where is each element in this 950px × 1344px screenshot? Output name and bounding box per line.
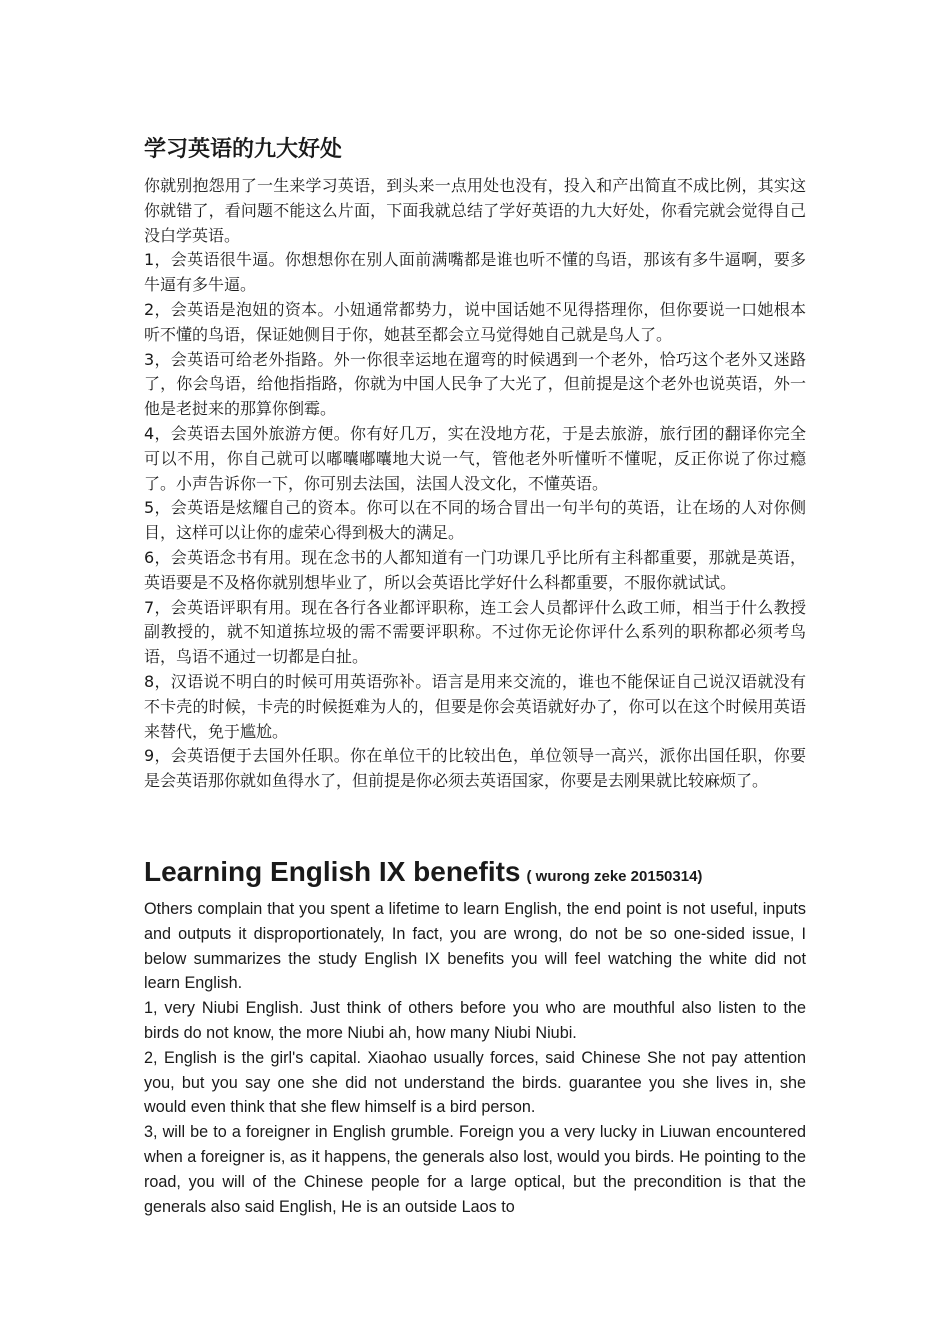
english-subtitle: ( wurong zeke 20150314) [526,868,703,885]
chinese-benefit-3: 3，会英语可给老外指路。外一你很幸运地在遛弯的时候遇到一个老外，恰巧这个老外又迷路了，你会鸟语，给他指指路，你就为中国人民争了大光了，但前提是这个老外也说英语，外一他是老挝来的那算你倒霉。 [144,349,806,419]
english-title: Learning English IX benefits [144,856,521,887]
chinese-benefit-7: 7，会英语评职有用。现在各行各业都评职称，连工会人员都评什么政工师，相当于什么教授副教授的，就不知道拣垃圾的需不需要评职称。不过你无论你评什么系列的职称都必须考鸟语，鸟语不通过一切都是白扯。 [144,597,806,667]
chinese-benefit-9: 9，会英语便于去国外任职。你在单位干的比较出色，单位领导一高兴，派你出国任职，你要是会英语那你就如鱼得水了，但前提是你必须去英语国家，你要是去刚果就比较麻烦了。 [144,746,806,791]
chinese-intro-paragraph: 你就别抱怨用了一生来学习英语，到头来一点用处也没有，投入和产出简直不成比例，其实这你就错了，看问题不能这么片面，下面我就总结了学好英语的九大好处，你看完就会觉得自己没白学英语。 [144,176,806,245]
english-body [144,897,806,1219]
english-benefit-1: 1, very Niubi English. Just think of others before you who are mouthful also listen to the birds do not know, the more Niubi ah, how many Niubi Niubi. [144,999,806,1042]
chinese-benefit-1: 1，会英语很牛逼。你想想你在别人面前满嘴都是谁也听不懂的鸟语，那该有多牛逼啊，要多牛逼有多牛逼。 [144,250,806,295]
english-benefit-3: 3, will be to a foreigner in English grumble. Foreign you a very lucky in Liuwan encountered when a foreigner is, as it happens, the generals also lost, would you birds. He pointing to the road, you will of the Chinese people for a large optical, but the precondition is that the generals also said English, He is an outside Laos to [144,1123,806,1216]
chinese-benefit-4: 4，会英语去国外旅游方便。你有好几万，实在没地方花，于是去旅游，旅行团的翻译你完全可以不用，你自己就可以嘟囔嘟囔地大说一气，管他老外听懂听不懂呢，反正你说了你过瘾了。小声告诉你一下，你可别去法国，法国人没文化，不懂英语。 [144,423,806,493]
chinese-benefit-2: 2，会英语是泡妞的资本。小妞通常都势力，说中国话她不见得搭理你，但你要说一口她根本听不懂的鸟语，保证她侧目于你，她甚至都会立马觉得她自己就是鸟人了。 [144,299,806,344]
chinese-benefit-8: 8，汉语说不明白的时候可用英语弥补。语言是用来交流的，谁也不能保证自己说汉语就没有不卡壳的时候，卡壳的时候挺难为人的，但要是你会英语就好办了，你可以在这个时候用英语来替代，免于尴尬。 [144,671,806,741]
english-intro-paragraph: Others complain that you spent a lifetime to learn English, the end point is not useful, inputs and outputs it disproportionately, In fact, you are wrong, do not be so one-sided issue, I below summarizes the study English IX benefits you will feel watching the white did not learn English. [144,900,806,993]
chinese-title: 学习英语的九大好处 [144,137,343,162]
chinese-body [144,174,806,794]
english-heading [144,852,702,897]
chinese-benefit-5: 5，会英语是炫耀自己的资本。你可以在不同的场合冒出一句半句的英语，让在场的人对你侧目，这样可以让你的虚荣心得到极大的满足。 [144,498,806,543]
english-benefit-2: 2, English is the girl's capital. Xiaohao usually forces, said Chinese She not pay attention you, but you say one she did not understand the birds. guarantee you she lives in, she would even think that she flew himself is a bird person. [144,1048,806,1117]
chinese-benefit-6: 6，会英语念书有用。现在念书的人都知道有一门功课几乎比所有主科都重要，那就是英语，英语要是不及格你就别想毕业了，所以会英语比学好什么科都重要，不服你就试试。 [144,547,806,592]
